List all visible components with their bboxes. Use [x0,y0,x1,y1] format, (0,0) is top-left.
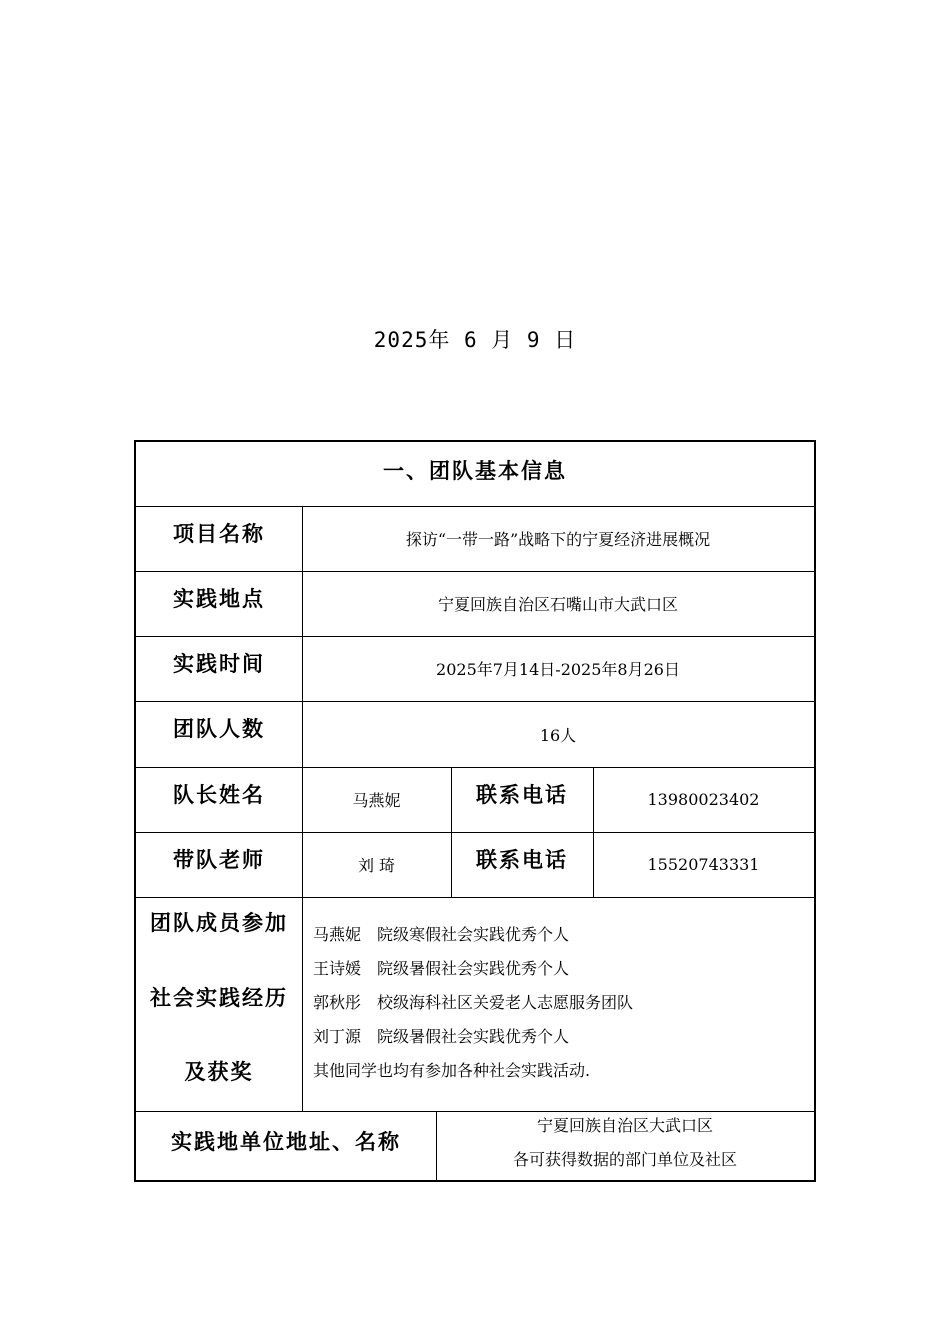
award-item: 马燕妮 院级寒假社会实践优秀个人 [313,925,570,944]
teacher-phone-value: 15520743331 [647,855,760,874]
team-info-form [134,440,816,1182]
teacher-label: 带队老师 [173,847,265,872]
location-value: 宁夏回族自治区石嘴山市大武口区 [437,595,678,614]
time-label: 实践时间 [173,651,265,676]
team-size-value: 16人 [539,725,577,745]
document-date: 2025年 6 月 9 日 [373,328,577,352]
leader-phone-value: 13980023402 [647,790,760,809]
team-size-label: 团队人数 [173,716,265,741]
award-item: 刘丁源 院级暑假社会实践优秀个人 [313,1027,570,1046]
teacher-value: 刘 琦 [357,856,396,875]
location-label: 实践地点 [173,586,265,611]
section-title: 一、团队基本信息 [383,459,567,483]
unit-label: 实践地单位地址、名称 [171,1130,401,1154]
row-divider [136,897,814,898]
leader-value: 马燕妮 [352,791,401,810]
project-name-label: 项目名称 [173,521,265,546]
leader-label: 队长姓名 [173,782,265,807]
award-item: 王诗媛 院级暑假社会实践优秀个人 [313,959,570,978]
awards-label-line: 团队成员参加 [150,911,288,935]
project-name-value: 探访“一带一路”战略下的宁夏经济进展概况 [405,530,711,549]
awards-label-line: 社会实践经历 [150,986,288,1010]
teacher-phone-label: 联系电话 [476,847,568,872]
leader-phone-label: 联系电话 [476,782,568,807]
awards-label [136,908,302,1108]
award-item: 其他同学也均有参加各种社会实践活动. [313,1061,591,1080]
awards-label-line: 及获奖 [184,1060,254,1084]
unit-address-line: 各可获得数据的部门单位及社区 [512,1150,737,1169]
awards-list [313,918,813,1088]
unit-address-line: 宁夏回族自治区大武口区 [536,1116,713,1135]
award-item: 郭秋彤 校级海科社区关爱老人志愿服务团队 [313,993,634,1012]
time-value: 2025年7月14日-2025年8月26日 [436,660,680,679]
unit-address [436,1109,814,1181]
